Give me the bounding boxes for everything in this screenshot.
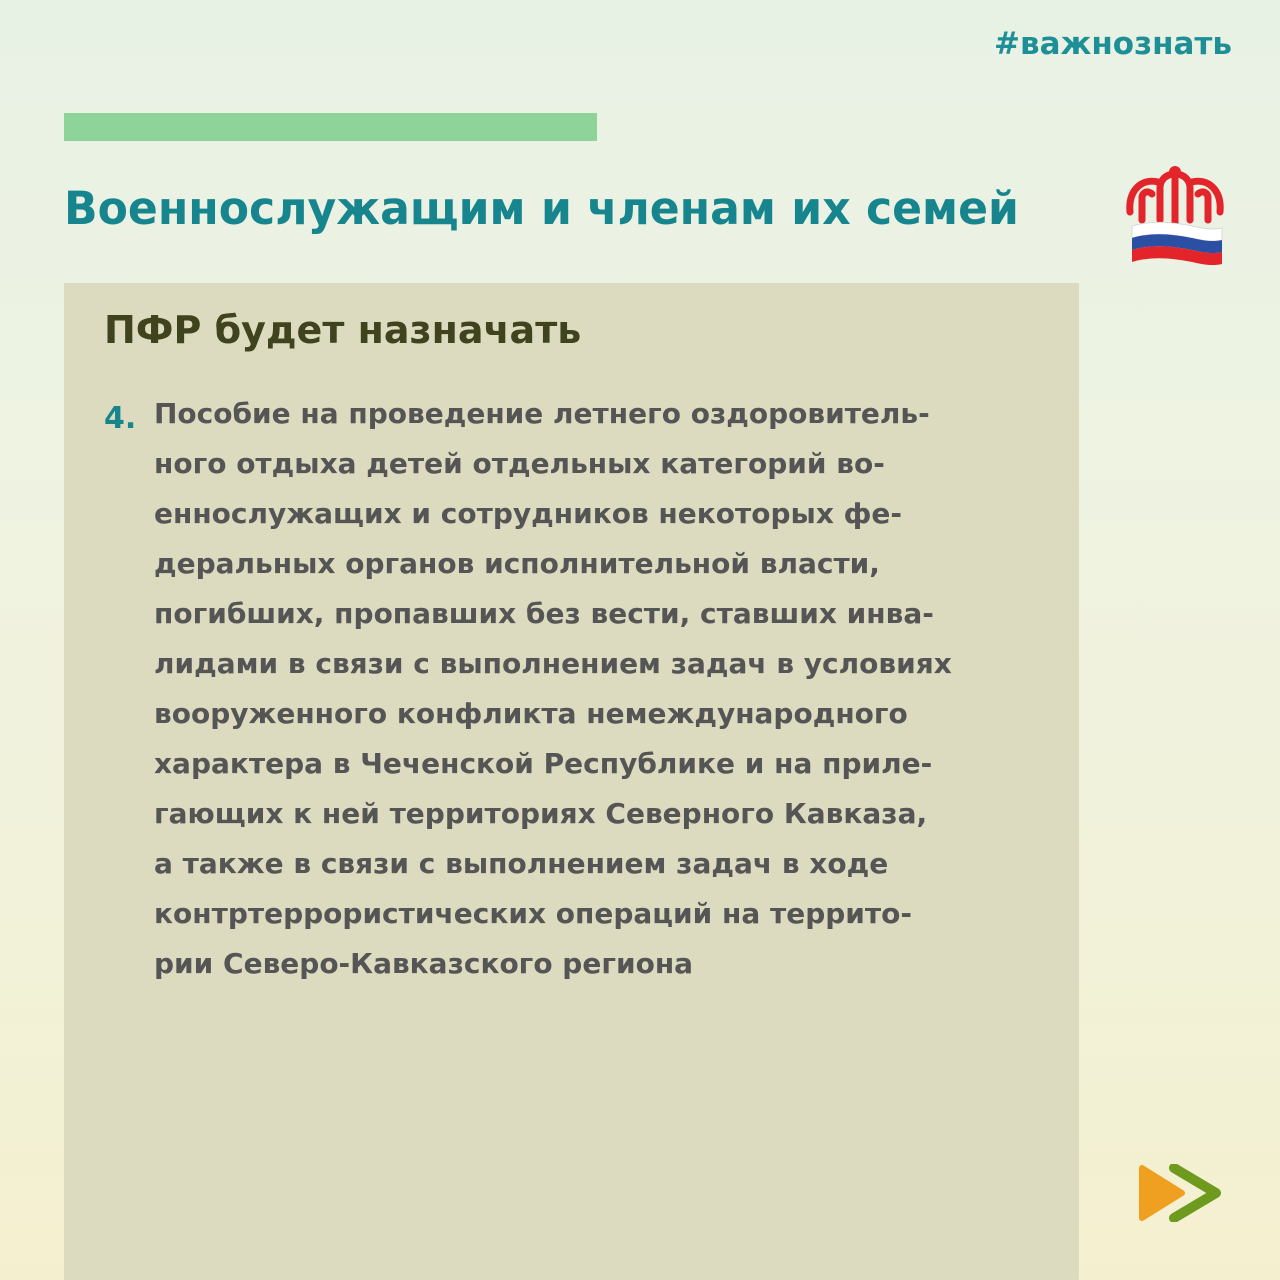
panel-heading: ПФР будет назначать bbox=[104, 308, 582, 352]
list-item-line: лидами в связи с выполнением задач в условиях bbox=[154, 647, 952, 680]
hashtag: #важнознать bbox=[994, 26, 1232, 62]
list-item-line: ного отдыха детей отдельных категорий во- bbox=[154, 447, 885, 480]
list-item-line: погибших, пропавших без вести, ставших инва- bbox=[154, 597, 934, 630]
list-item-text bbox=[154, 389, 1054, 989]
list-item-line: деральных органов исполнительной власти, bbox=[154, 547, 880, 580]
double-chevron-right-icon bbox=[1142, 1168, 1216, 1218]
list-item-line: еннослужащих и сотрудников некоторых фе- bbox=[154, 497, 903, 530]
list-item-line: а также в связи с выполнением задач в ходе bbox=[154, 847, 889, 880]
accent-bar bbox=[64, 113, 597, 141]
list-item-line: рии Северо-Кавказского региона bbox=[154, 947, 694, 980]
content-panel bbox=[64, 283, 1079, 1280]
list-item-number: 4. bbox=[104, 401, 137, 436]
list-item-line: гающих к ней территориях Северного Кавказа, bbox=[154, 797, 928, 830]
pfr-logo-icon bbox=[1122, 160, 1228, 268]
list-item-line: вооруженного конфликта немеждународного bbox=[154, 697, 908, 730]
next-slide-button[interactable] bbox=[1138, 1164, 1222, 1222]
list-item-line: контртеррористических операций на террито- bbox=[154, 897, 912, 930]
page-title: Военнослужащим и членам их семей bbox=[64, 182, 1019, 235]
list-item-line: Пособие на проведение летнего оздоровитель- bbox=[154, 397, 930, 430]
list-item-line: характера в Чеченской Республике и на приле- bbox=[154, 747, 933, 780]
